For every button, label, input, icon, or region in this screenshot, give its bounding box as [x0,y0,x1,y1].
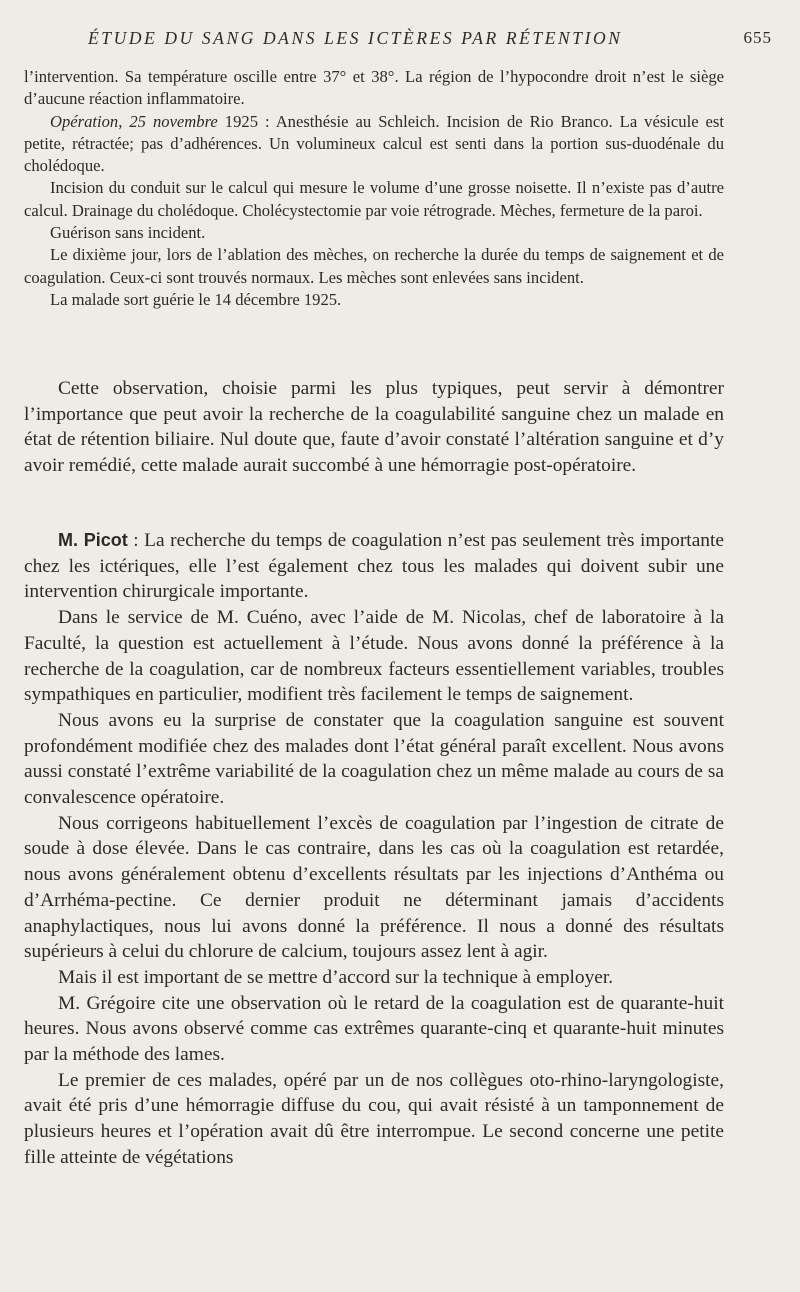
case-paragraph: Incision du conduit sur le calcul qui mesure le volume d’une grosse noisette. Il n’existe pas d’autre calcul. Drainage du cholédoque. Cholécystectomie par voie rétrograde. Mèches, fermeture de la paroi. [24,178,724,220]
case-paragraph: Guérison sans incident. [50,223,206,243]
conclusion [24,376,724,479]
discussion-paragraph: Le premier de ces malades, opéré par un de nos collègues oto-rhino-laryngologiste, avait été pris d’une hémorragie diffuse du cou, qui avait résisté à un tamponnement de plusieurs heures et l’opération avait dû être interrompue. Le second concerne une petite fille atteinte de végétations [24,1069,724,1168]
discussion-paragraph: Mais il est important de se mettre d’accord sur la technique à employer. [58,966,614,988]
running-title: ÉTUDE DU SANG DANS LES ICTÈRES PAR RÉTENTION [88,28,623,48]
operation-date: Opération, 25 novembre [50,111,218,131]
discussion-paragraph: Nous avons eu la surprise de constater que la coagulation sanguine est souvent profondément modifiée chez des malades dont l’état général paraît excellent. Nous avons aussi constaté l’extrême variabilité de la coagulation chez un même malade au cours de sa convalescence opératoire. [24,709,724,809]
case-report [24,66,724,311]
page-number: 655 [743,28,772,47]
conclusion-paragraph: Cette observation, choisie parmi les plus typiques, peut servir à démontrer l’importance que peut avoir la recherche de la coagulabilité sanguine chez un malade en état de rétention biliaire. Nul doute que, faute d’avoir constaté l’altération sanguine et d’y avoir remédié, cette malade aurait succombé à une hémorragie post-opératoire. [24,378,724,477]
case-paragraph: Le dixième jour, lors de l’ablation des mèches, on recherche la durée du temps de saignement et de coagulation. Ceux-ci sont trouvés normaux. Les mèches sont enlevées sans incident. [24,245,724,287]
case-paragraph: l’intervention. Sa température oscille entre 37° et 38°. La région de l’hypocondre droit n’est le siège d’aucune réaction inflammatoire. [24,67,724,109]
speaker-name: M. Picot [58,530,128,550]
operation-text: 1925 : Anesthésie au Schleich. Incision de Rio Branco. La vésicule est petite, rétractée; pas d’adhérences. Un volumineux calcul est senti dans la portion sus-duodénale du cholédoque. [24,111,724,176]
speaker-text: : La recherche du temps de coagulation n’est pas seulement très importante chez les ictériques, elle l’est également chez tous les malades qui doivent subir une intervention chirurgicale importante. [24,530,724,603]
discussion [24,528,724,1171]
case-paragraph: La malade sort guérie le 14 décembre 1925. [50,289,342,309]
discussion-paragraph [24,528,724,605]
case-paragraph [24,111,724,178]
running-header [0,28,800,52]
discussion-paragraph: Nous corrigeons habituellement l’excès de coagulation par l’ingestion de citrate de soude à dose élevée. Dans le cas contraire, dans les cas où la coagulation est retardée, nous avons généralement obtenu d’excellents résultats par les injections d’Anthéma ou d’Arrhéma-pectine. Ce dernier produit ne déterminant jamais d’accidents anaphylactiques, nous lui avons donné la préférence. Il nous a donné des résultats supérieurs à celui du chlorure de calcium, toujours assez lent à agir. [24,812,724,963]
discussion-paragraph: Dans le service de M. Cuéno, avec l’aide de M. Nicolas, chef de laboratoire à la Faculté, la question est actuellement à l’étude. Nous avons donné la préférence à la recherche de la coagulation, car de nombreux facteurs essentiellement variables, troubles sympathiques en particulier, modifient très facilement le temps de saignement. [24,607,724,706]
discussion-paragraph: M. Grégoire cite une observation où le retard de la coagulation est de quarante-huit heures. Nous avons observé comme cas extrêmes quarante-cinq et quarante-huit minutes par la méthode des lames. [24,992,724,1066]
